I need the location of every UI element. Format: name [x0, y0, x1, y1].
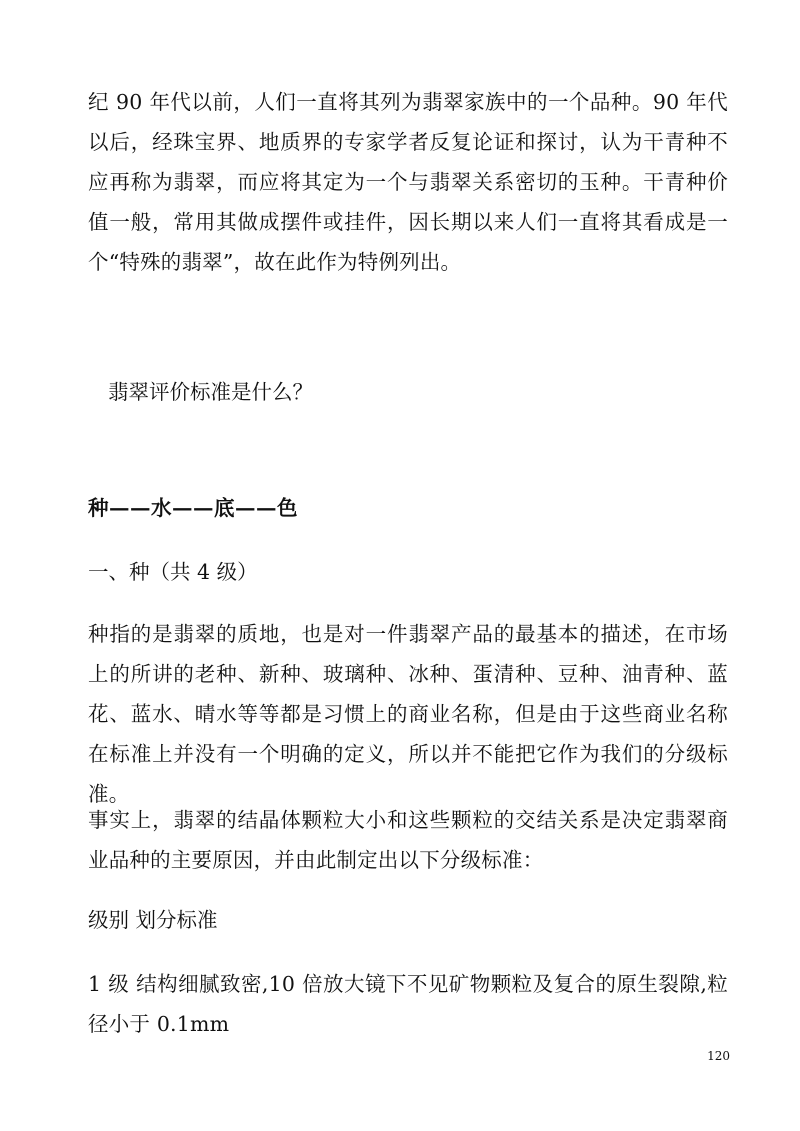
section-heading: 种——水——底——色	[88, 496, 298, 520]
grade-1-description: 1 级 结构细腻致密,10 倍放大镜下不见矿物颗粒及复合的原生裂隙,粒径小于 0.1mm	[88, 972, 728, 1036]
grading-basis-paragraph: 事实上，翡翠的结晶体颗粒大小和这些颗粒的交结关系是决定翡翠商业品种的主要原因，并由此制定出以下分级标准：	[88, 808, 728, 872]
grade-table-header: 级别 划分标准	[88, 908, 218, 932]
intro-paragraph: 纪 90 年代以前，人们一直将其列为翡翠家族中的一个品种。90 年代以后，经珠宝界、地质界的专家学者反复论证和探讨，认为干青种不应再称为翡翠，而应将其定为一个与翡翠关系密切的玉种。干青种价值一般，常用其做成摆件或挂件，因长期以来人们一直将其看成是一个“特殊的翡翠”，故在此作为特例列出。	[88, 90, 728, 274]
question-line: 翡翠评价标准是什么？	[108, 380, 313, 404]
subsection-title-species: 一、种（共 4 级）	[88, 560, 258, 584]
page-number: 120	[707, 1049, 730, 1063]
species-description-paragraph: 种指的是翡翠的质地，也是对一件翡翠产品的最基本的描述，在市场上的所讲的老种、新种、玻璃种、冰种、蛋清种、豆种、油青种、蓝花、蓝水、晴水等等都是习惯上的商业名称，但是由于这些商业名称在标准上并没有一个明确的定义，所以并不能把它作为我们的分级标准。	[88, 622, 728, 806]
